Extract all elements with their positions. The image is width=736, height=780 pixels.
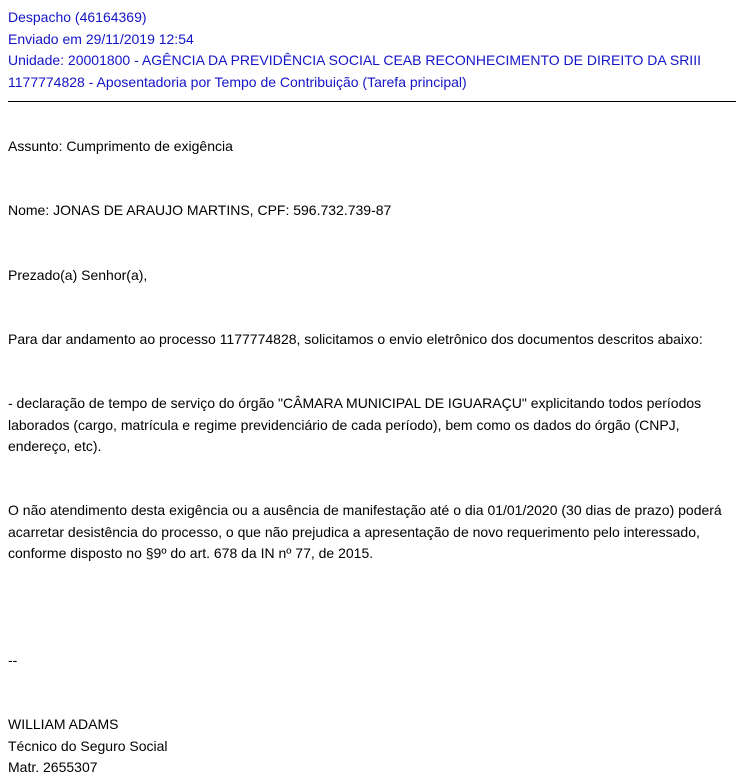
- request-line: Para dar andamento ao processo 1177774828, solicitamos o envio eletrônico dos documentos descritos abaixo:: [8, 331, 703, 347]
- sent-date: Enviado em 29/11/2019 12:54: [8, 30, 194, 47]
- signer-name: WILLIAM ADAMS: [8, 716, 119, 732]
- name-line: Nome: JONAS DE ARAUJO MARTINS, CPF: 596.732.739-87: [8, 202, 392, 218]
- signer-role: Técnico do Seguro Social: [8, 737, 168, 754]
- signer-registration: Matr. 2655307: [8, 759, 98, 775]
- despacho-title: Despacho (46164369): [8, 9, 147, 25]
- warning-line-1: O não atendimento desta exigência ou a ausência de manifestação até o dia 01/01/2020 (30 dias de prazo) poderá: [8, 502, 722, 518]
- despacho-header: [8, 7, 736, 93]
- warning-line-2: acarretar desistência do processo, o que não prejudica a apresentação de novo requerimento pelo interessado,: [8, 523, 700, 540]
- item-line-1: - declaração de tempo de serviço do órgão "CÂMARA MUNICIPAL DE IGUARAÇU" explicitando todos períodos: [8, 395, 702, 411]
- subject-line: Assunto: Cumprimento de exigência: [8, 138, 233, 154]
- item-line-2: laborados (cargo, matrícula e regime previdenciário de cada período), bem como os dados do órgão (CNPJ,: [8, 416, 680, 433]
- unit-line: Unidade: 20001800 - AGÊNCIA DA PREVIDÊNCIA SOCIAL CEAB RECONHECIMENTO DE DIREITO DA SRIII: [8, 52, 701, 68]
- greeting-line: Prezado(a) Senhor(a),: [8, 267, 148, 283]
- warning-line-3: conforme disposto no §9º do art. 678 da IN nº 77, de 2015.: [8, 545, 374, 561]
- signature-separator: --: [8, 652, 18, 668]
- required-document-item: [8, 393, 732, 458]
- deadline-warning: [8, 500, 732, 565]
- signature-block: [8, 714, 732, 779]
- header-divider: [8, 101, 736, 102]
- item-line-3: endereço, etc).: [8, 438, 102, 454]
- task-line: 1177774828 - Aposentadoria por Tempo de Contribuição (Tarefa principal): [8, 73, 467, 90]
